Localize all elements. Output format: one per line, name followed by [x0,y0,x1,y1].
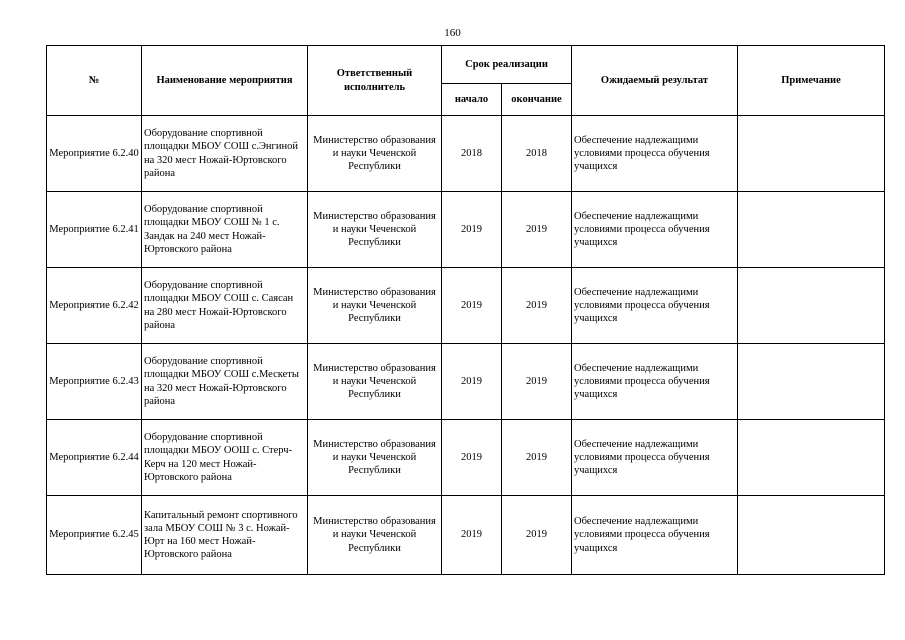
row-executor: Министерство образования и науки Чеченской Республики [308,116,442,192]
row-number: Мероприятие 6.2.41 [47,192,142,268]
row-note [738,496,885,575]
table-row [47,116,885,192]
row-number: Мероприятие 6.2.44 [47,420,142,496]
header-result: Ожидаемый результат [572,46,738,116]
row-name: Оборудование спортивной площадки МБОУ СОШ с. Саясан на 280 мест Ножай-Юртовского района [142,268,308,344]
header-end: окончание [502,84,572,116]
row-note [738,116,885,192]
row-note [738,344,885,420]
measures-table [46,45,885,575]
header-executor: Ответственный исполнитель [308,46,442,116]
row-number: Мероприятие 6.2.45 [47,496,142,575]
row-end: 2018 [502,116,572,192]
row-result: Обеспечение надлежащими условиями процесса обучения учащихся [572,192,738,268]
row-end: 2019 [502,192,572,268]
row-start: 2019 [442,344,502,420]
row-start: 2018 [442,116,502,192]
row-number: Мероприятие 6.2.42 [47,268,142,344]
table-row [47,496,885,575]
row-name: Оборудование спортивной площадки МБОУ СОШ с.Мескеты на 320 мест Ножай-Юртовского района [142,344,308,420]
row-name: Оборудование спортивной площадки МБОУ ООШ с. Стерч-Керч на 120 мест Ножай-Юртовского района [142,420,308,496]
row-start: 2019 [442,496,502,575]
header-start: начало [442,84,502,116]
table-row [47,268,885,344]
row-note [738,420,885,496]
row-result: Обеспечение надлежащими условиями процесса обучения учащихся [572,116,738,192]
row-executor: Министерство образования и науки Чеченской Республики [308,420,442,496]
row-executor: Министерство образования и науки Чеченской Республики [308,496,442,575]
row-result: Обеспечение надлежащими условиями процесса обучения учащихся [572,496,738,575]
row-executor: Министерство образования и науки Чеченской Республики [308,344,442,420]
header-note: Примечание [738,46,885,116]
row-number: Мероприятие 6.2.40 [47,116,142,192]
row-name: Капитальный ремонт спортивного зала МБОУ СОШ № 3 с. Ножай-Юрт на 160 мест Ножай-Юртовского района [142,496,308,575]
table-row [47,344,885,420]
row-end: 2019 [502,496,572,575]
table-row [47,192,885,268]
table-row [47,420,885,496]
row-end: 2019 [502,268,572,344]
row-number: Мероприятие 6.2.43 [47,344,142,420]
row-start: 2019 [442,420,502,496]
row-start: 2019 [442,268,502,344]
row-end: 2019 [502,344,572,420]
row-end: 2019 [502,420,572,496]
row-result: Обеспечение надлежащими условиями процесса обучения учащихся [572,268,738,344]
row-note [738,192,885,268]
page-number: 160 [444,27,461,39]
header-number: № [47,46,142,116]
row-executor: Министерство образования и науки Чеченской Республики [308,192,442,268]
row-result: Обеспечение надлежащими условиями процесса обучения учащихся [572,420,738,496]
table-header-row [47,46,885,84]
row-name: Оборудование спортивной площадки МБОУ СОШ с.Энгиной на 320 мест Ножай-Юртовского района [142,116,308,192]
row-result: Обеспечение надлежащими условиями процесса обучения учащихся [572,344,738,420]
row-name: Оборудование спортивной площадки МБОУ СОШ № 1 с. Зандак на 240 мест Ножай-Юртовского района [142,192,308,268]
header-name: Наименование мероприятия [142,46,308,116]
header-period: Срок реализации [442,46,572,84]
row-note [738,268,885,344]
row-start: 2019 [442,192,502,268]
row-executor: Министерство образования и науки Чеченской Республики [308,268,442,344]
